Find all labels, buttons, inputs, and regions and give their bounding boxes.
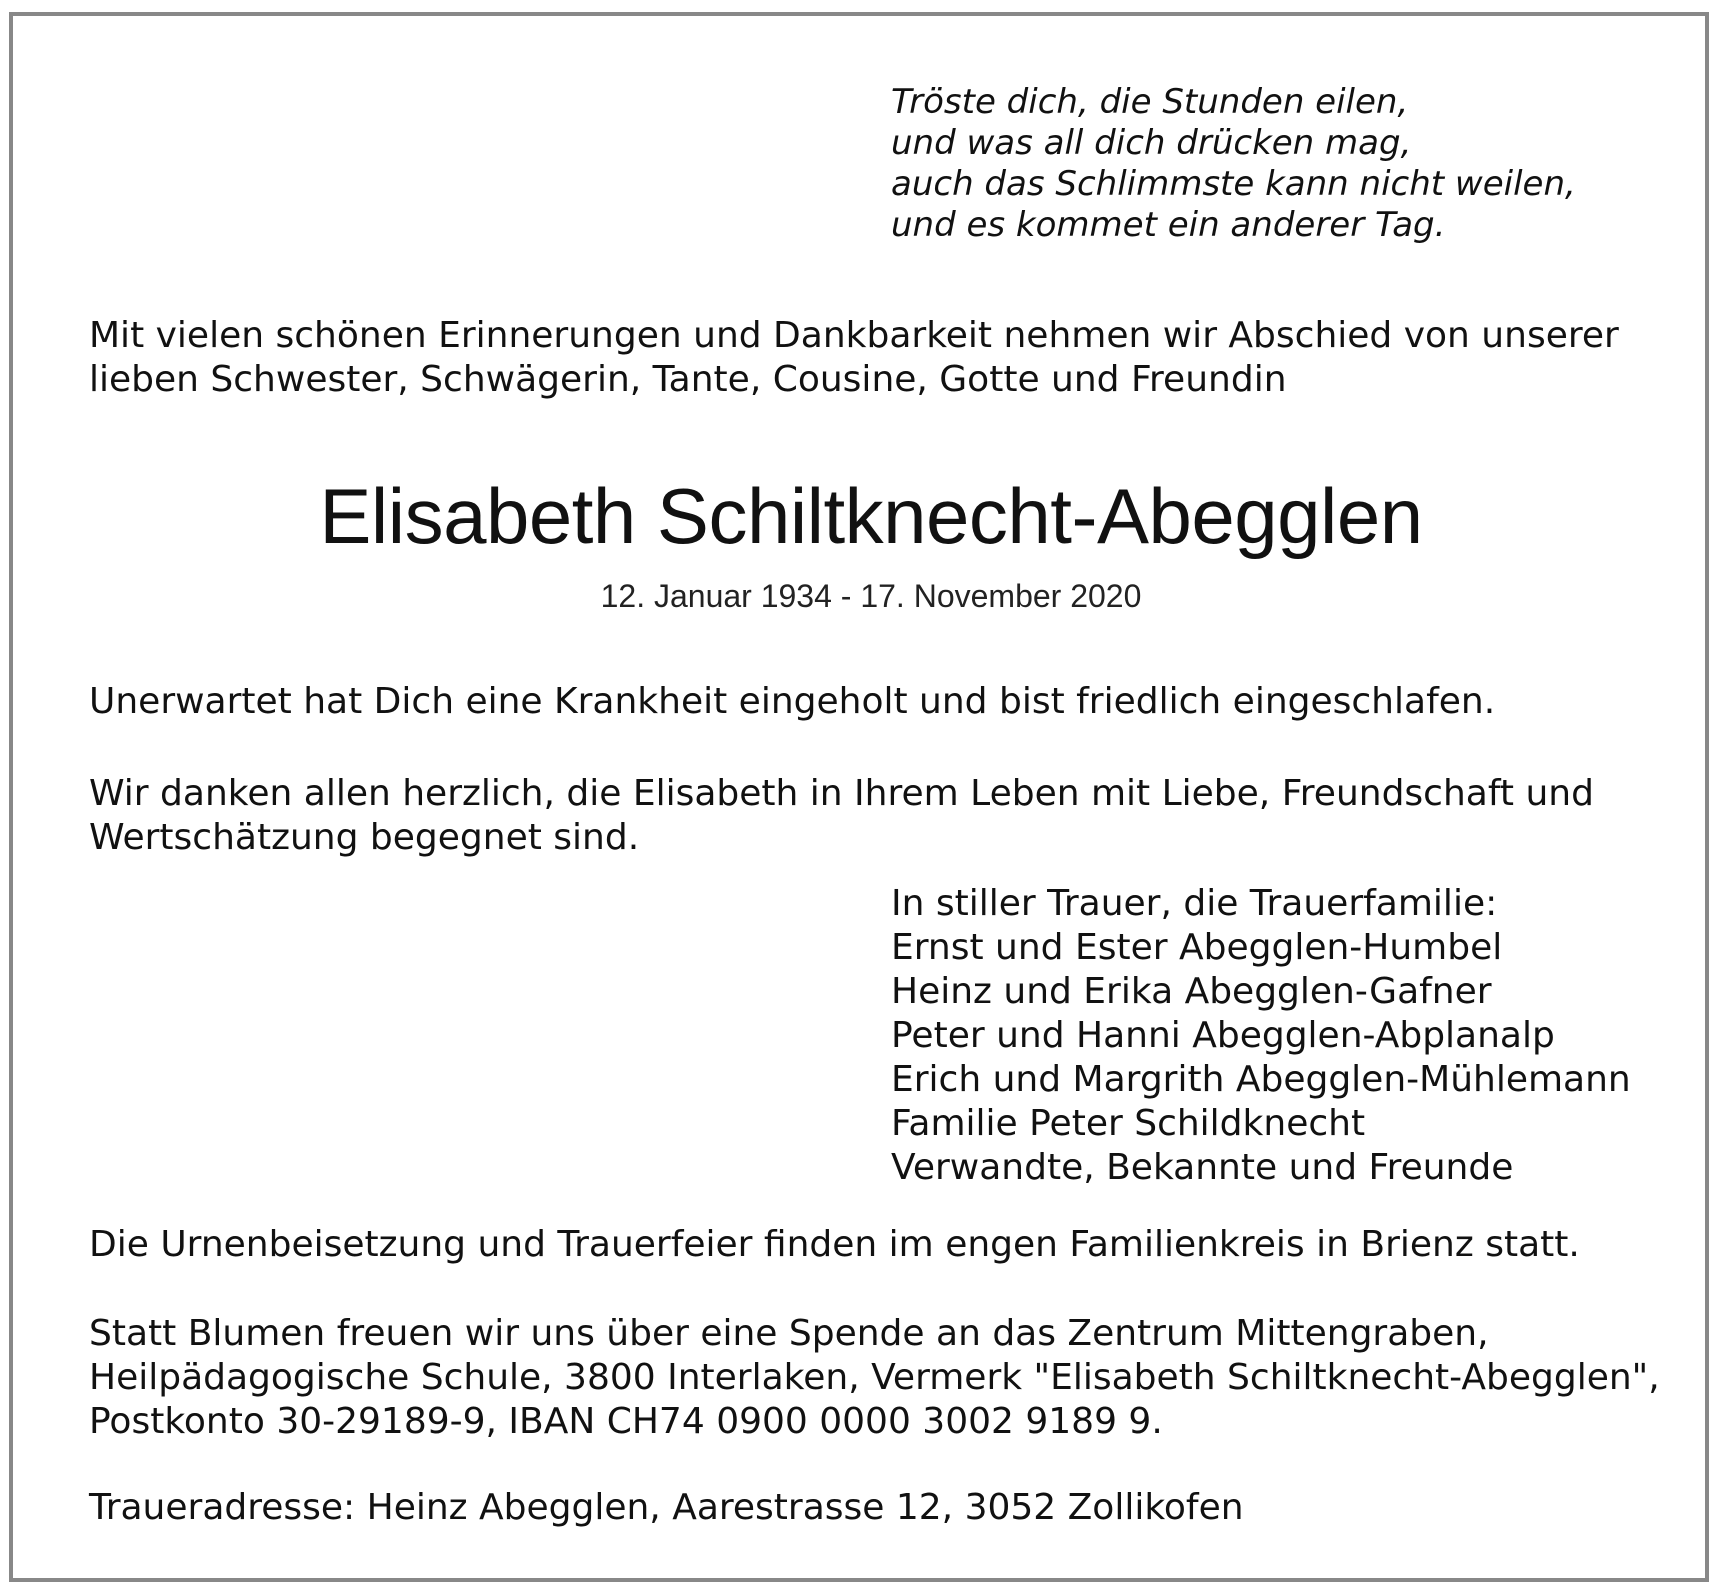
poem-line: und was all dich drücken mag, bbox=[891, 123, 1412, 163]
mourner-entry: Ernst und Ester Abegglen-Humbel bbox=[891, 927, 1503, 968]
mourner-entry: Heinz und Erika Abegglen-Gafner bbox=[891, 971, 1492, 1012]
thanks-line: Wertschätzung begegnet sind. bbox=[89, 817, 640, 858]
intro-text bbox=[89, 314, 1665, 402]
mourner-entry: Verwandte, Bekannte und Freunde bbox=[891, 1147, 1514, 1188]
mourners-heading: In stiller Trauer, die Trauerfamilie: bbox=[891, 883, 1498, 924]
intro-line: Mit vielen schönen Erinnerungen und Dankbarkeit nehmen wir Abschied von unserer bbox=[89, 315, 1619, 356]
mourner-entry: Peter und Hanni Abegglen-Abplanalp bbox=[891, 1015, 1555, 1056]
life-dates: 12. Januar 1934 - 17. November 2020 bbox=[600, 578, 1142, 614]
mourner-entry: Familie Peter Schildknecht bbox=[891, 1103, 1366, 1144]
mourning-address: Traueradresse: Heinz Abegglen, Aarestrasse 12, 3052 Zollikofen bbox=[89, 1487, 1244, 1528]
poem-line: und es kommet ein anderer Tag. bbox=[891, 205, 1446, 245]
donation-line: Postkonto 30-29189-9, IBAN CH74 0900 0000 3002 9189 9. bbox=[89, 1401, 1163, 1442]
thanks-paragraph bbox=[89, 772, 1665, 860]
deceased-name: Elisabeth Schiltknecht-Abegglen bbox=[319, 472, 1423, 560]
intro-line: lieben Schwester, Schwägerin, Tante, Cousine, Gotte und Freundin bbox=[89, 359, 1287, 400]
ceremony-paragraph: Die Urnenbeisetzung und Trauerfeier finden im engen Familienkreis in Brienz statt. bbox=[89, 1224, 1580, 1265]
poem-line: Tröste dich, die Stunden eilen, bbox=[891, 82, 1409, 122]
donation-paragraph bbox=[89, 1312, 1665, 1444]
mourners-list bbox=[891, 882, 1631, 1190]
illness-paragraph: Unerwartet hat Dich eine Krankheit eingeholt und bist friedlich eingeschlafen. bbox=[89, 681, 1496, 722]
poem-line: auch das Schlimmste kann nicht weilen, bbox=[891, 164, 1576, 204]
poem bbox=[891, 82, 1576, 246]
thanks-line: Wir danken allen herzlich, die Elisabeth in Ihrem Leben mit Liebe, Freundschaft und bbox=[89, 773, 1594, 814]
donation-line: Statt Blumen freuen wir uns über eine Spende an das Zentrum Mittengraben, bbox=[89, 1313, 1489, 1354]
obituary-frame bbox=[9, 12, 1709, 1582]
donation-line: Heilpädagogische Schule, 3800 Interlaken, Vermerk "Elisabeth Schiltknecht-Abegglen", bbox=[89, 1357, 1660, 1398]
mourner-entry: Erich und Margrith Abegglen-Mühlemann bbox=[891, 1059, 1631, 1100]
